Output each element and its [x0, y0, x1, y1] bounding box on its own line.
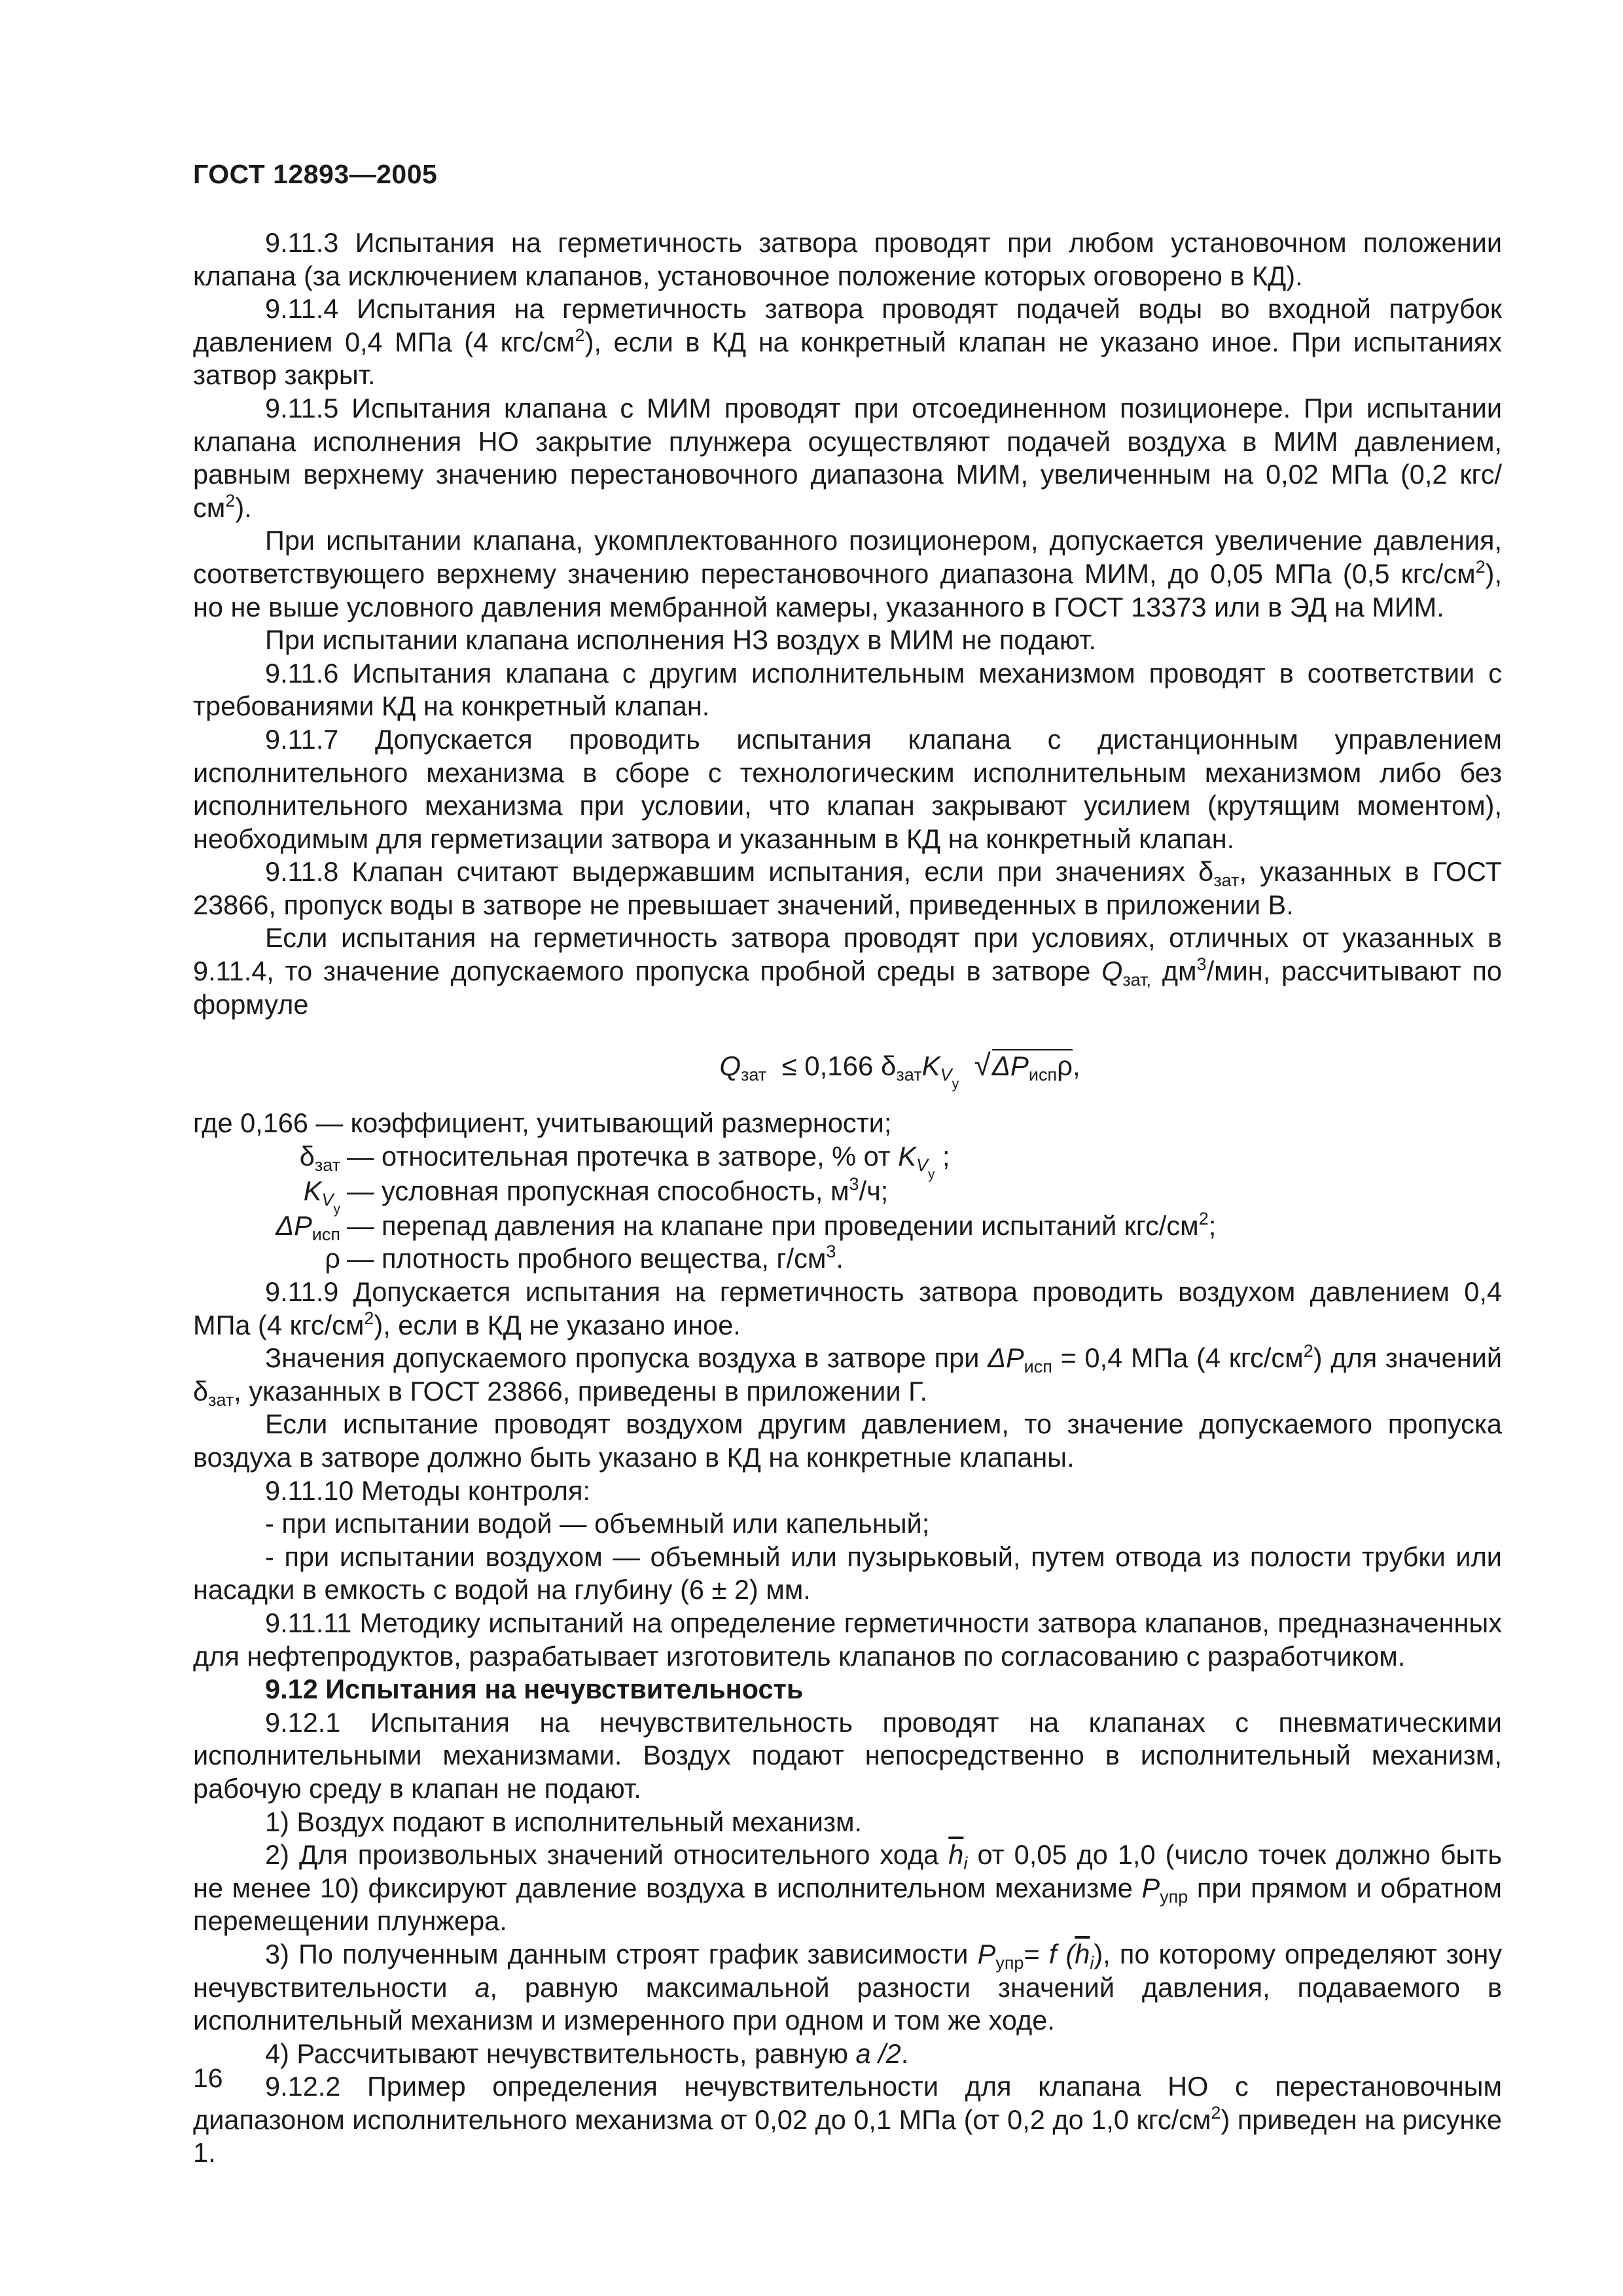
- legend-item-delta: $\delta_{зат}$ — относительная протечка в затворе, % от $K_{V_у}$ ;: [299, 1140, 950, 1182]
- paragraph-other-pressure: Если испытание проводят воздухом другим давлением, то значение допускаемого пропуска воздуха в затворе должно быть указано в КД на конкретные клапаны.: [193, 1408, 1502, 1473]
- step-4: 4) Рассчитывают нечувствительность, равную а /2.: [265, 2037, 909, 2069]
- paragraph-9-12-2: 9.12.2 Пример определения нечувствительности для клапана НО с перестановочным диапазоном исполнительного механизма от 0,02 до 0,1 МПа (от 0,2 до 1,0 кгс/$см^2$) приведен на рисунке 1.: [193, 2071, 1502, 2168]
- list-item-water: - при испытании водой — объемный или капельный;: [265, 1508, 930, 1539]
- legend-item-kv: $K_{V_у}$ — условная пропускная способность, $м^3/ч$;: [303, 1174, 889, 1217]
- step-3: 3) По полученным данным строят график зависимости $P_{упр}= f$ $(\overline{h}_i)$, по которому определяют зону нечувствительности а, равную максимальной разности значений давления, подаваемого в исполнительный механизм и измеренного при одном и том же ходе.: [193, 1938, 1503, 2036]
- document-body: [193, 226, 1502, 2170]
- leakage-formula: $Q_{зат} \le 0,166$ $\delta_{зат}K_{V_у}$ $√\Delta P_{исп}\rho$,: [719, 1048, 1080, 1092]
- paragraph-9-11-8: 9.11.8 Клапан считают выдержавшим испытания, если при значениях $\delta_{зат}$, указанных в ГОСТ 23866, пропуск воды в затворе не превышает значений, приведенных в приложении В.: [193, 856, 1502, 920]
- sqrt-sign: √: [974, 1048, 991, 1083]
- paragraph-leakage-formula-intro: Если испытания на герметичность затвора проводят при условиях, отличных от указанных в 9.11.4, то значение допускаемого пропуска пробной среды в затворе $Q_{зат,}$ $дм^3$/мин, рассчитывают по формуле: [193, 922, 1503, 1020]
- step-2: 2) Для произвольных значений относительного хода $\overline{h}_i$ от 0,05 до 1,0 (число точек должно быть не менее 10) фиксируют давление воздуха в исполнительном механизме $P_{упр}$ при прямом и обратном перемещении плунжера.: [193, 1839, 1503, 1937]
- paragraph-9-11-6: 9.11.6 Испытания клапана с другим исполнительным механизмом проводят в соответствии с требованиями КД на конкретный клапан.: [193, 657, 1502, 722]
- paragraph-9-11-5: 9.11.5 Испытания клапана с МИМ проводят при отсоединенном позиционере. При испытании клапана исполнения НО закрытие плунжера осуществляют подачей воздуха в МИМ давлением, равным верхнему значению перестановочного диапазона МИМ, увеличенным на 0,02 МПа (0,2 кгс/$см^2$).: [193, 392, 1502, 523]
- legend-item-rho: ρ — плотность пробного вещества, $г/см^3$.: [325, 1242, 844, 1274]
- document-header: ГОСТ 12893—2005: [193, 159, 438, 189]
- step-1: 1) Воздух подают в исполнительный механизм.: [265, 1806, 863, 1837]
- legend-item-delta-p: $\Delta P_{исп}$ — перепад давления на клапане при проведении испытаний кгс/$см^2$;: [276, 1208, 1217, 1244]
- paragraph-9-11-9: 9.11.9 Допускается испытания на герметичность затвора проводить воздухом давлением 0,4 МПа (4 кгс/$см^2$), если в КД не указано иное.: [193, 1276, 1502, 1340]
- page-number: 16: [193, 2063, 223, 2093]
- paragraph-9-11-3: 9.11.3 Испытания на герметичность затвора проводят при любом установочном положении клапана (за исключением клапанов, установочное положение которых оговорено в КД).: [193, 227, 1502, 291]
- paragraph-air-leakage-values: Значения допускаемого пропуска воздуха в затворе при $\Delta P_{исп} = 0,4$ МПа (4 кгс/$см^2$) для значений $\delta_{зат}$, указанных в ГОСТ 23866, приведены в приложении Г.: [193, 1341, 1503, 1410]
- paragraph-9-11-10: 9.11.10 Методы контроля:: [265, 1475, 591, 1506]
- formula-legend: [193, 1107, 1502, 1276]
- section-heading-9-12: 9.12 Испытания на нечувствительность: [265, 1674, 804, 1705]
- list-item-air: - при испытании воздухом — объемный или пузырьковый, путем отвода из полости трубки или насадки в емкость с водой на глубину (6 ± 2) мм.: [193, 1541, 1502, 1605]
- paragraph-9-11-7: 9.11.7 Допускается проводить испытания клапана с дистанционным управлением исполнительного механизма в сборе с технологическим исполнительным механизмом либо без исполнительного механизма при условии, что клапан закрывают усилием (крутящим моментом), необходимым для герметизации затвора и указанным в КД на конкретный клапан.: [193, 723, 1502, 854]
- paragraph-nz: При испытании клапана исполнения НЗ воздух в МИМ не подают.: [265, 624, 1096, 656]
- paragraph-9-12-1: 9.12.1 Испытания на нечувствительность проводят на клапанах с пневматическими исполнительными механизмами. Воздух подают непосредственно в исполнительный механизм, рабочую среду в клапан не подают.: [193, 1706, 1502, 1804]
- paragraph-positioner: При испытании клапана, укомплектованного позиционером, допускается увеличение давления, соответствующего верхнему значению перестановочного диапазона МИМ, до 0,05 МПа (0,5 кгс/$см^2$), но не выше условного давления мембранной камеры, указанного в ГОСТ 13373 или в ЭД на МИМ.: [193, 525, 1502, 622]
- radicand: $\Delta P_{исп}\rho$: [991, 1050, 1073, 1085]
- paragraph-9-11-11: 9.11.11 Методику испытаний на определение герметичности затвора клапанов, предназначенных для нефтепродуктов, разрабатывает изготовитель клапанов по согласованию с разработчиком.: [193, 1607, 1502, 1672]
- paragraph-9-11-4: 9.11.4 Испытания на герметичность затвора проводят подачей воды во входной патрубок давлением 0,4 МПа (4 кгс/$см^2$), если в КД на конкретный клапан не указано иное. При испытаниях затвор закрыт.: [193, 293, 1502, 391]
- legend-intro: где 0,166 — коэффициент, учитывающий размерности;: [193, 1107, 892, 1139]
